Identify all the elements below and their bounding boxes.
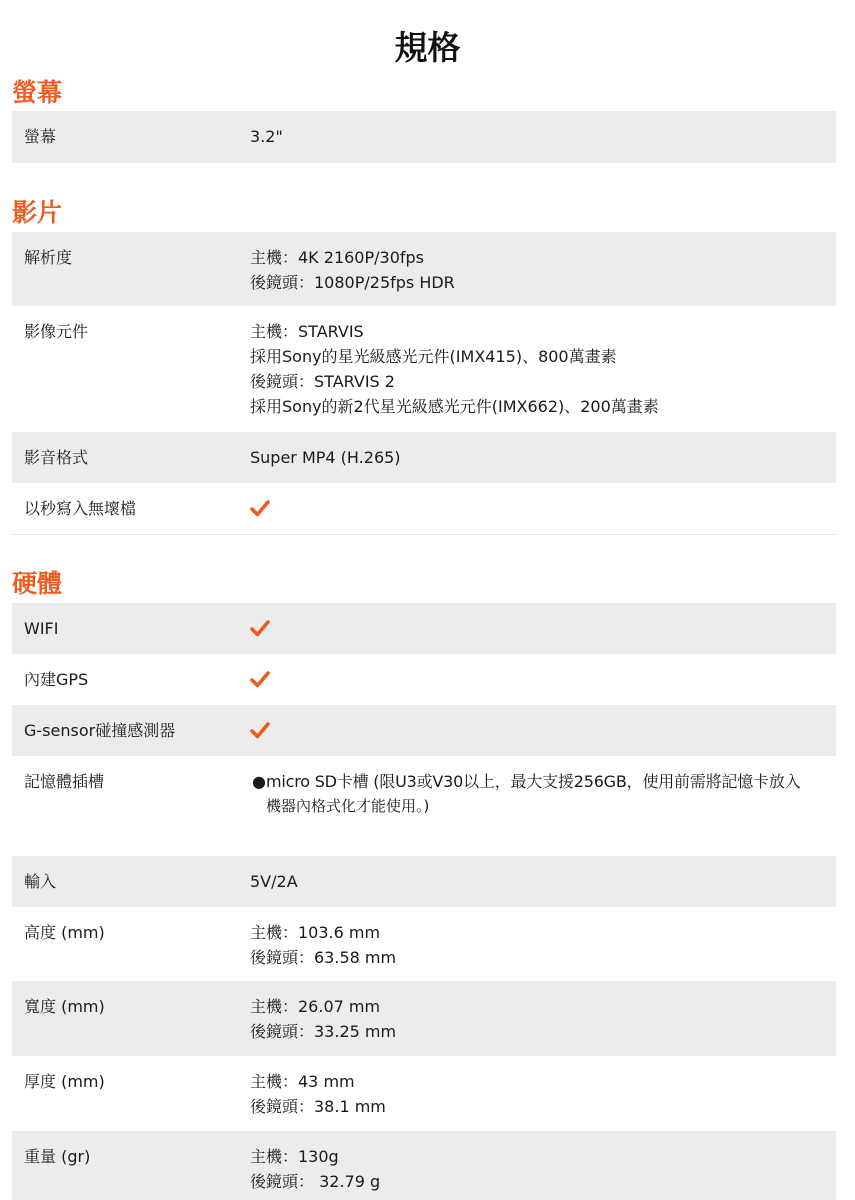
spec-value-line: 機器內格式化才能使用。) — [266, 797, 430, 815]
spec-label: 影像元件 — [24, 322, 89, 341]
spec-row-thickness — [12, 1056, 836, 1131]
spec-row-screen-size — [12, 111, 836, 163]
spec-value-line: 主機：4K 2160P/30fps — [250, 248, 425, 267]
spec-value-line: 主機：130g — [250, 1147, 339, 1166]
spec-label: 螢幕 — [24, 127, 57, 146]
checkmark-icon — [250, 668, 270, 690]
spec-value-line: 主機：103.6 mm — [250, 923, 381, 942]
spec-row-image-sensor — [12, 306, 836, 432]
spec-value — [250, 994, 828, 1044]
spec-row-input — [12, 856, 836, 907]
spec-value-line: 採用Sony的新2代星光級感光元件(IMX662)、200萬畫素 — [250, 397, 659, 416]
section-heading-hardware: 硬體 — [12, 569, 63, 598]
checkmark-icon — [250, 617, 270, 639]
spec-value-line: 後鏡頭：38.1 mm — [250, 1097, 386, 1116]
spec-value — [250, 245, 828, 295]
spec-value — [250, 920, 828, 970]
spec-label: 記憶體插槽 — [24, 772, 105, 791]
spec-row-height — [12, 907, 836, 981]
spec-value-line: 後鏡頭： 32.79 g — [250, 1172, 381, 1191]
spec-row-resolution — [12, 232, 836, 306]
spec-value-line: 主機：43 mm — [250, 1072, 355, 1091]
spec-label: 厚度 (mm) — [24, 1072, 105, 1091]
checkmark-icon — [250, 497, 270, 519]
section-heading-screen: 螢幕 — [12, 78, 63, 107]
spec-value — [250, 769, 828, 819]
spec-row-memory-slot — [12, 756, 836, 856]
spec-value-line: 採用Sony的星光級感光元件(IMX415)、800萬畫素 — [250, 347, 617, 366]
spec-value-line: 後鏡頭：33.25 mm — [250, 1022, 397, 1041]
spec-label: 高度 (mm) — [24, 923, 105, 942]
spec-value-line: 主機：STARVIS — [250, 322, 364, 341]
spec-label: 影音格式 — [24, 448, 89, 467]
spec-label: G-sensor碰撞感測器 — [24, 721, 176, 740]
spec-label: 輸入 — [24, 872, 57, 891]
spec-value — [250, 1144, 828, 1194]
section-heading-video: 影片 — [12, 198, 63, 227]
spec-label: WIFI — [24, 619, 59, 638]
spec-value: Super MP4 (H.265) — [250, 448, 401, 467]
bullet-icon: ● — [252, 772, 266, 791]
spec-value — [250, 1069, 828, 1119]
spec-row-weight — [12, 1131, 836, 1200]
spec-row-wifi — [12, 603, 836, 654]
spec-row-g-sensor — [12, 705, 836, 756]
spec-value-line: 主機：26.07 mm — [250, 997, 381, 1016]
spec-value-line: micro SD卡槽 (限U3或V30以上，最大支援256GB，使用前需將記憶卡放入 — [266, 772, 801, 791]
spec-value — [250, 319, 828, 419]
spec-label: 解析度 — [24, 248, 73, 267]
spec-value: 5V/2A — [250, 872, 298, 891]
spec-label: 重量 (gr) — [24, 1147, 91, 1166]
spec-row-no-corrupt-files — [12, 483, 836, 535]
spec-row-gps — [12, 654, 836, 705]
spec-label: 內建GPS — [24, 670, 89, 689]
spec-value-line: 後鏡頭：1080P/25fps HDR — [250, 273, 455, 292]
spec-label: 寬度 (mm) — [24, 997, 105, 1016]
spec-value: 3.2" — [250, 127, 283, 146]
spec-row-av-format — [12, 432, 836, 483]
spec-value-line: 後鏡頭：STARVIS 2 — [250, 372, 395, 391]
spec-label: 以秒寫入無壞檔 — [24, 499, 137, 518]
checkmark-icon — [250, 719, 270, 741]
spec-row-width — [12, 981, 836, 1056]
page-title: 規格 — [394, 28, 461, 67]
spec-value-line: 後鏡頭：63.58 mm — [250, 948, 397, 967]
